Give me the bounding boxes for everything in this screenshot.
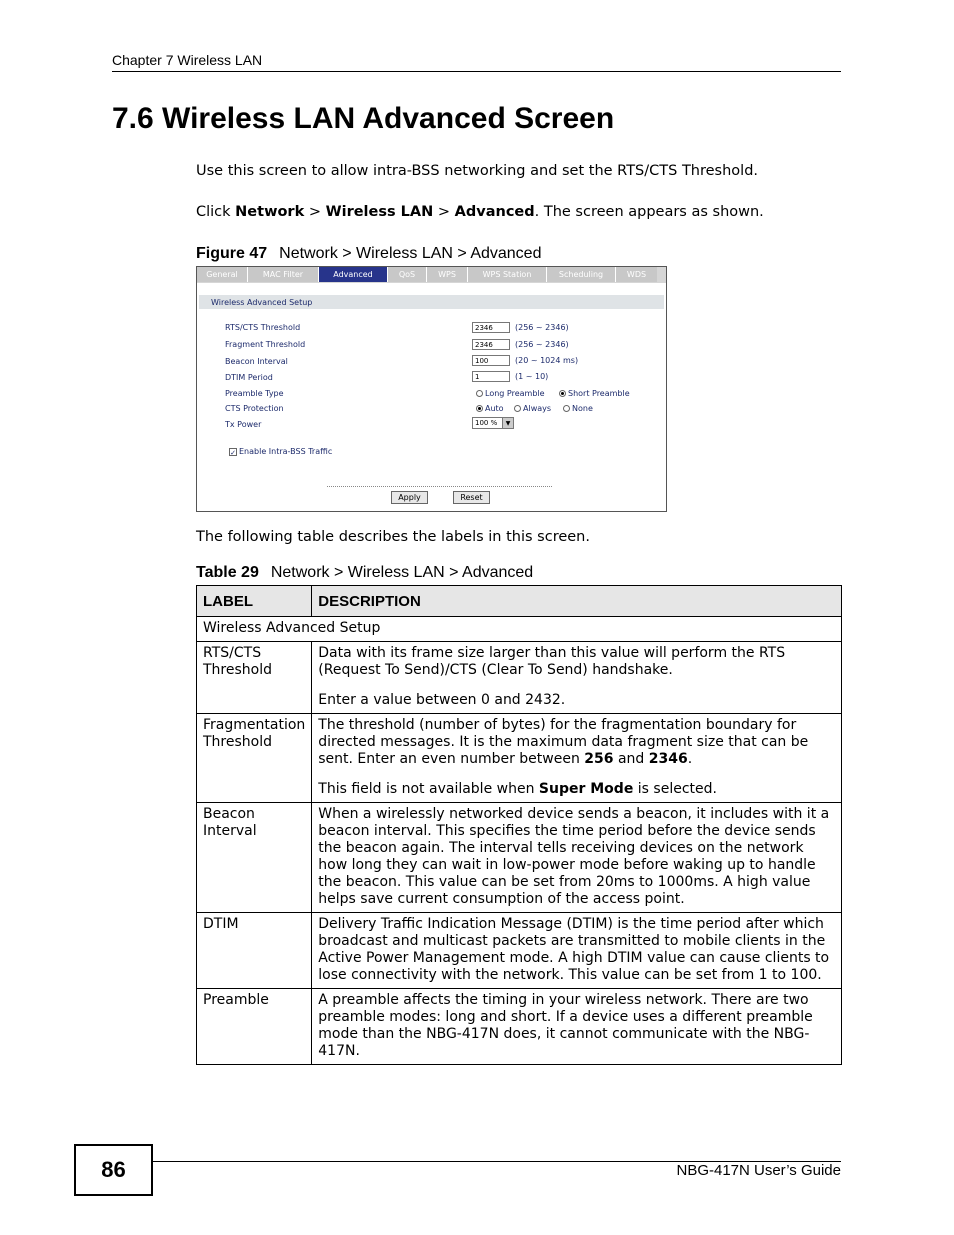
chapter-header: Chapter 7 Wireless LAN (112, 52, 263, 68)
advanced-screen-figure (196, 266, 667, 512)
section-title: 7.6 Wireless LAN Advanced Screen (112, 102, 615, 135)
chevron-down-icon: ▼ (502, 418, 513, 428)
header-rule (112, 71, 841, 72)
cts-none-radio[interactable]: None (563, 404, 593, 413)
rts-input[interactable]: 2346 (472, 322, 510, 333)
radio-icon (476, 390, 483, 397)
tab-wps-station[interactable]: WPS Station (468, 267, 547, 282)
rts-range: (256 ~ 2346) (515, 323, 569, 332)
labels-table (196, 585, 842, 1065)
row-label: DTIM (197, 913, 312, 989)
frag-label: Fragment Threshold (225, 340, 306, 349)
radio-icon (563, 405, 570, 412)
intra-bss-checkbox[interactable]: ✓ Enable Intra-BSS Traffic (230, 447, 333, 457)
guide-title: NBG-417N User’s Guide (676, 1162, 841, 1179)
tab-wds[interactable]: WDS (616, 267, 657, 282)
reset-button[interactable]: Reset (453, 491, 490, 504)
row-label: Fragmentation Threshold (197, 714, 312, 803)
tab-scheduling[interactable]: Scheduling (547, 267, 616, 282)
dtim-label: DTIM Period (225, 373, 273, 382)
section-header: Wireless Advanced Setup (199, 295, 664, 309)
dtim-input[interactable]: 1 (472, 371, 510, 382)
tab-qos[interactable]: QoS (388, 267, 427, 282)
row-label: Preamble (197, 989, 312, 1065)
checkbox-checked-icon: ✓ (230, 448, 236, 457)
row-label: Beacon Interval (197, 803, 312, 913)
click-instruction: Click Network > Wireless LAN > Advanced. The screen appears as shown. (196, 204, 764, 220)
figure-caption: Figure 47 Network > Wireless LAN > Advanced (196, 245, 542, 262)
row-label: RTS/CTS Threshold (197, 642, 312, 714)
apply-button[interactable]: Apply (391, 491, 428, 504)
nav-network: Network (235, 204, 305, 220)
col-label-header: LABEL (197, 586, 312, 617)
table-caption: Table 29 Network > Wireless LAN > Advanced (196, 564, 534, 581)
table-header-row (197, 586, 842, 617)
radio-selected-icon (476, 405, 483, 412)
table-intro: The following table describes the labels in this screen. (196, 529, 590, 545)
dtim-range: (1 ~ 10) (515, 372, 549, 381)
radio-icon (514, 405, 521, 412)
col-description-header: DESCRIPTION (312, 586, 842, 617)
tx-power-label: Tx Power (225, 420, 262, 429)
cts-auto-radio[interactable]: Auto (476, 404, 504, 413)
beacon-input[interactable]: 100 (472, 355, 510, 366)
preamble-short-radio[interactable]: Short Preamble (559, 389, 630, 398)
row-description: Delivery Traffic Indication Message (DTIM) is the time period after which broadcast and multicast packets are transmitted to mobile clients in the Active Power Management mode. A high DTIM value can cause clients to lose connectivity with the network. This value can be set from 1 to 100. (312, 913, 842, 989)
divider (327, 486, 552, 487)
tab-general[interactable]: General (197, 267, 248, 282)
frag-range: (256 ~ 2346) (515, 340, 569, 349)
tab-advanced[interactable]: Advanced (319, 267, 388, 282)
tab-bar (197, 267, 666, 283)
table-row (197, 642, 842, 714)
nav-wireless-lan: Wireless LAN (325, 204, 434, 220)
row-description: Data with its frame size larger than this value will perform the RTS (Request To Send)/CTS (Clear To Send) handshake. Enter a value between 0 and 2432. (312, 642, 842, 714)
row-description: A preamble affects the timing in your wireless network. There are two preamble modes: long and short. If a device uses a different preamble mode than the NBG-417N does, it cannot communicate with the NBG-417N. (312, 989, 842, 1065)
nav-advanced: Advanced (454, 204, 535, 220)
table-row (197, 617, 842, 642)
table-row (197, 714, 842, 803)
row-description: When a wirelessly networked device sends a beacon, it includes with it a beacon interval. This specifies the time period before the device sends the beacon again. The interval tells receiving devices on the network how long they can wait in low-power mode before waking up to handle the beacon. This value can be set from 20ms to 1000ms. A high value helps save current consumption of the access point. (312, 803, 842, 913)
rts-label: RTS/CTS Threshold (225, 323, 301, 332)
table-row (197, 989, 842, 1065)
row-description: The threshold (number of bytes) for the fragmentation boundary for directed messages. It is the maximum data fragment size that can be sent. Enter an even number between 256 and 2346. This field is not available when Super Mode is selected. (312, 714, 842, 803)
table-row (197, 803, 842, 913)
frag-input[interactable]: 2346 (472, 339, 510, 350)
intro-line: Use this screen to allow intra-BSS networking and set the RTS/CTS Threshold. (196, 163, 759, 179)
preamble-long-radio[interactable]: Long Preamble (476, 389, 545, 398)
table-row (197, 913, 842, 989)
tab-wps[interactable]: WPS (427, 267, 468, 282)
beacon-range: (20 ~ 1024 ms) (515, 356, 579, 365)
radio-selected-icon (559, 390, 566, 397)
tx-power-select[interactable]: 100 % ▼ (472, 417, 514, 429)
beacon-label: Beacon Interval (225, 357, 288, 366)
tab-mac-filter[interactable]: MAC Filter (248, 267, 319, 282)
group-row: Wireless Advanced Setup (197, 617, 842, 642)
page-number: 86 (74, 1144, 153, 1196)
cts-label: CTS Protection (225, 404, 284, 413)
cts-always-radio[interactable]: Always (514, 404, 551, 413)
preamble-label: Preamble Type (225, 389, 284, 398)
